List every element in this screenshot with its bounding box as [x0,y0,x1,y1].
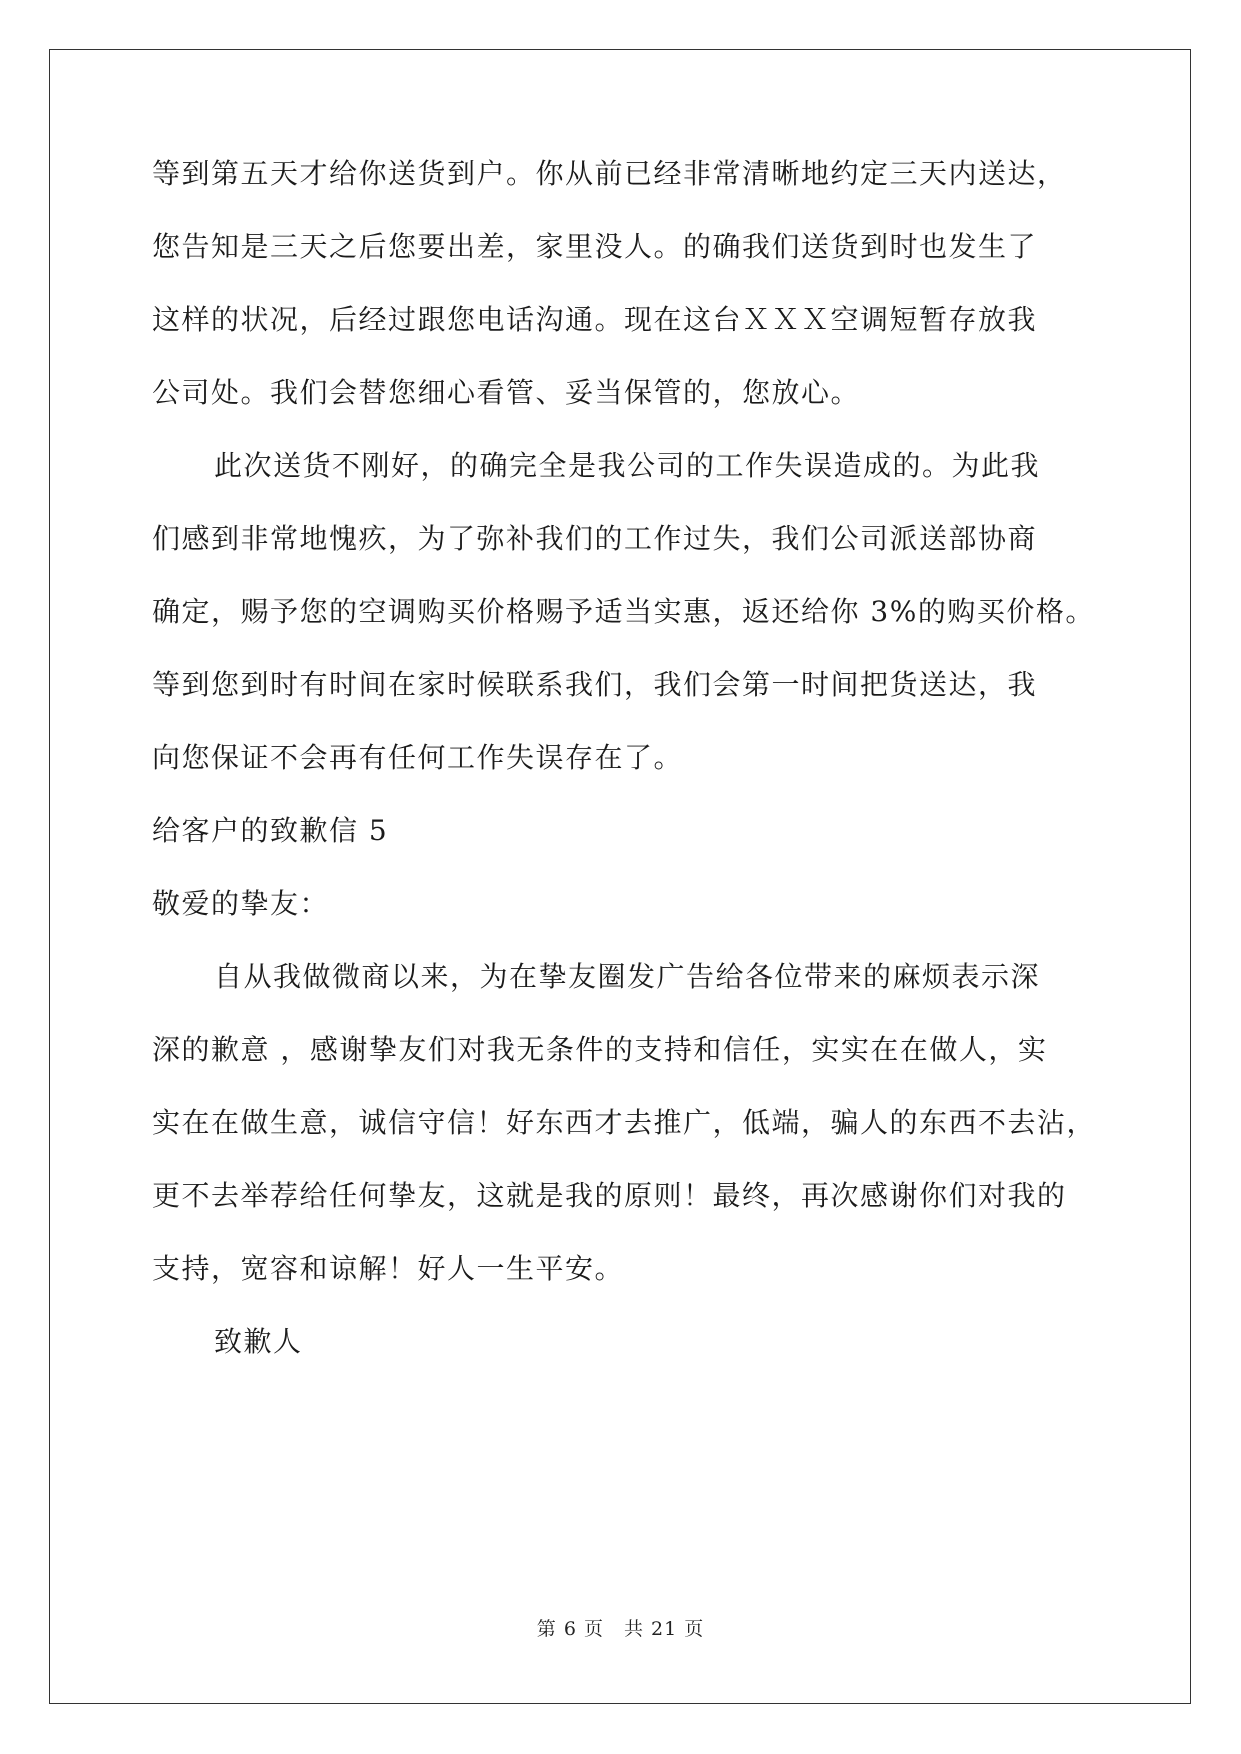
body-line-15: 更不去举荐给任何挚友，这就是我的原则！最终，再次感谢你们对我的 [152,1179,1067,1212]
salutation: 敬爱的挚友： [152,887,330,920]
body-line-16: 支持，宽容和谅解！好人一生平安。 [152,1252,625,1285]
body-line-12: 自从我做微商以来，为在挚友圈发广告给各位带来的麻烦表示深 [214,960,1041,993]
body-line-5: 此次送货不刚好，的确完全是我公司的工作失误造成的。为此我 [214,449,1041,482]
signature-line: 致歉人 [214,1325,303,1358]
body-line-1: 等到第五天才给你送货到户。你从前已经非常清晰地约定三天内送达， [152,157,1067,190]
body-line-8: 等到您到时有时间在家时候联系我们，我们会第一时间把货送达，我 [152,668,1038,701]
body-line-2: 您告知是三天之后您要出差，家里没人。的确我们送货到时也发生了 [152,230,1038,263]
body-line-14: 实在在做生意，诚信守信！好东西才去推广，低端，骗人的东西不去沾， [152,1106,1097,1139]
body-line-9: 向您保证不会再有任何工作失误存在了。 [152,741,684,774]
body-line-4: 公司处。我们会替您细心看管、妥当保管的，您放心。 [152,376,861,409]
page-border [49,49,1191,1704]
page-number-footer: 第 6 页 共 21 页 [536,1618,705,1640]
body-line-3: 这样的状况，后经过跟您电话沟通。现在这台ＸＸＸ空调短暂存放我 [152,303,1038,336]
body-line-7: 确定，赐予您的空调购买价格赐予适当实惠，返还给你 3%的购买价格。 [152,595,1095,628]
section-heading: 给客户的致歉信 5 [152,814,389,847]
body-line-13: 深的歉意 ，感谢挚友们对我无条件的支持和信任，实实在在做人，实 [152,1033,1048,1066]
body-line-6: 们感到非常地愧疚，为了弥补我们的工作过失，我们公司派送部协商 [152,522,1038,555]
